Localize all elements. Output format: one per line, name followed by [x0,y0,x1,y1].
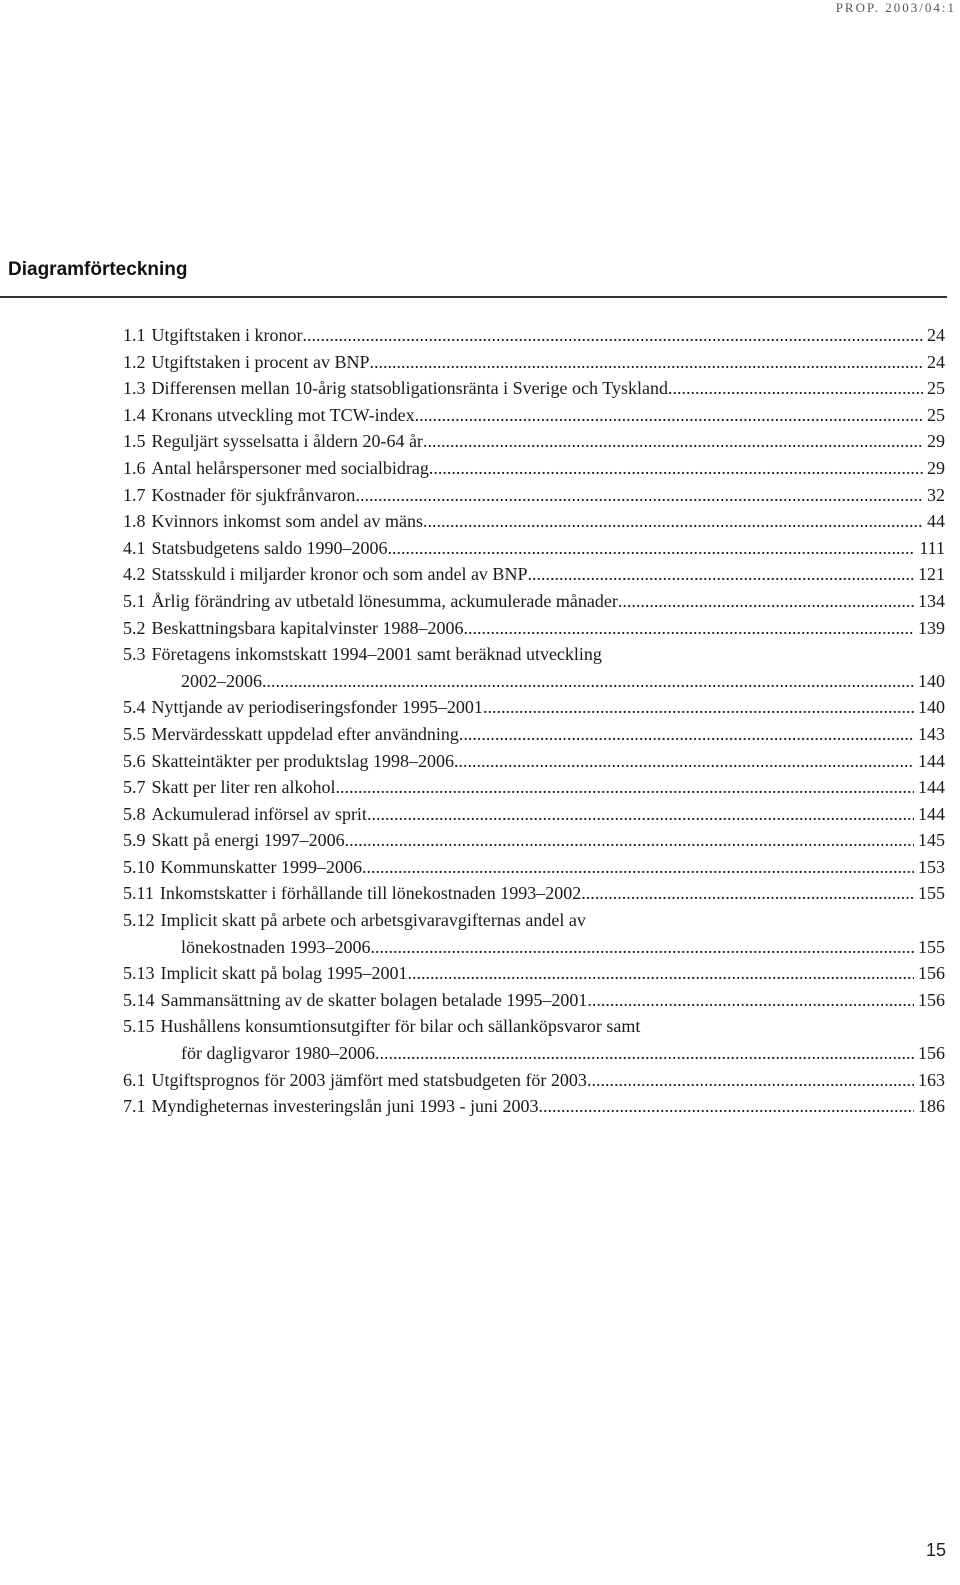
toc-entry[interactable] [123,827,945,854]
toc-entry-page: 140 [918,697,945,718]
toc-entry-page: 144 [918,803,945,824]
toc-entry-page: 144 [918,777,945,798]
toc-entry-continuation-line [123,668,945,695]
toc-entry-title: Implicit skatt på bolag 1995–2001 [160,963,408,984]
page-title: Diagramförteckning [8,259,188,280]
toc-entry-line [123,508,945,535]
toc-entry[interactable] [123,375,945,402]
toc-entry-page: 24 [927,325,945,345]
toc-entry[interactable] [123,748,945,775]
toc-entry-title: Årlig förändring av utbetald lönesumma, ackumulerade månader [151,590,618,611]
toc-entry-title-continuation: 2002–2006 [181,670,262,691]
toc-entry-page: 163 [918,1069,945,1090]
toc-entry-line [123,322,945,349]
toc-entry-line [123,801,945,828]
toc-entry-line [123,588,945,615]
toc-entry[interactable] [123,588,945,615]
toc-entry-line [123,748,945,775]
toc-entry-page: 29 [927,431,945,452]
toc-entry-title: Kostnader för sjukfrånvaron [151,484,356,505]
toc-entry-title: Implicit skatt på arbete och arbetsgivaravgifternas andel av [160,910,586,931]
toc-entry[interactable] [123,907,945,960]
toc-entry-title: Skatt på energi 1997–2006 [151,830,345,851]
toc-entry-number: 5.9 [123,830,146,851]
toc-entry-line [123,854,945,881]
heading-rule [0,255,947,298]
toc-leader-dots [415,402,923,429]
toc-entry-line [123,827,945,854]
toc-entry-first-line [123,641,945,668]
toc-entry[interactable] [123,535,945,562]
toc-entry-page: 32 [927,484,945,505]
toc-entry-page: 153 [918,856,945,877]
toc-entry-page: 139 [918,617,945,638]
toc-entry-page: 111 [919,537,945,558]
toc-entry[interactable] [123,428,945,455]
toc-leader-dots [262,668,914,695]
table-of-figures [123,322,945,1120]
toc-entry-line [123,774,945,801]
toc-leader-dots [407,960,914,987]
toc-entry-title: Utgiftstaken i procent av BNP [151,351,370,372]
toc-entry-title: Antal helårspersoner med socialbidrag [151,457,429,478]
toc-entry[interactable] [123,322,945,349]
toc-entry-title: Ackumulerad införsel av sprit [151,803,367,824]
toc-entry-title: Nyttjande av periodiseringsfonder 1995–2001 [151,697,483,718]
toc-leader-dots [335,774,914,801]
running-header: PROP. 2003/04:1 [835,0,956,15]
toc-entry-title: Inkomstskatter i förhållande till lönekostnaden 1993–2002 [159,883,582,904]
toc-leader-dots [538,1093,914,1120]
toc-entry-number: 5.7 [123,777,146,798]
toc-leader-dots [375,1040,914,1067]
toc-entry-title: Reguljärt sysselsatta i åldern 20-64 år [151,431,423,452]
toc-entry[interactable] [123,774,945,801]
toc-entry-line [123,1067,945,1094]
toc-entry-title: Sammansättning av de skatter bolagen betalade 1995–2001 [160,989,588,1010]
toc-entry-line [123,987,945,1014]
toc-entry-title: Kronans utveckling mot TCW-index [151,404,415,425]
toc-entry-number: 5.11 [123,883,154,904]
toc-entry-line [123,375,945,402]
toc-entry-number: 5.10 [123,856,155,877]
toc-entry-number: 5.14 [123,989,155,1010]
toc-entry-line [123,349,945,376]
toc-leader-dots [369,349,923,376]
toc-leader-dots [345,827,914,854]
toc-leader-dots [581,880,914,907]
toc-entry[interactable] [123,482,945,509]
toc-entry-title: Myndigheternas investeringslån juni 1993 - juni 2003 [151,1096,539,1117]
toc-entry-page: 156 [918,989,945,1010]
toc-entry-line [123,561,945,588]
toc-entry-number: 5.5 [123,723,146,744]
toc-entry-number: 5.8 [123,803,146,824]
toc-leader-dots [362,854,914,881]
toc-entry-number: 1.3 [123,378,146,399]
toc-entry[interactable] [123,854,945,881]
toc-entry-number: 1.5 [123,431,146,452]
toc-entry-page: 25 [927,404,945,425]
toc-entry-number: 6.1 [123,1069,146,1090]
toc-entry-page: 121 [918,564,945,585]
toc-entry-number: 4.1 [123,537,146,558]
toc-entry-page: 156 [918,963,945,984]
toc-entry[interactable] [123,455,945,482]
toc-leader-dots [459,721,914,748]
toc-entry-page: 140 [918,670,945,691]
toc-entry[interactable] [123,880,945,907]
toc-entry-title: Företagens inkomstskatt 1994–2001 samt beräknad utveckling [151,644,602,665]
toc-entry-continuation-line [123,934,945,961]
toc-leader-dots [302,322,923,349]
toc-leader-dots [423,508,923,535]
toc-entry-first-line [123,1013,945,1040]
toc-entry-continuation-line [123,1040,945,1067]
toc-entry[interactable] [123,694,945,721]
toc-entry-line [123,615,945,642]
toc-entry-number: 1.7 [123,484,146,505]
toc-entry[interactable] [123,349,945,376]
toc-entry-page: 155 [918,936,945,957]
toc-entry[interactable] [123,641,945,694]
toc-leader-dots [483,694,914,721]
toc-entry-number: 5.13 [123,963,155,984]
toc-entry-page: 156 [918,1043,945,1064]
toc-leader-dots [367,801,914,828]
toc-entry-number: 1.2 [123,351,146,372]
toc-entry-page: 44 [927,511,945,532]
toc-entry-line [123,880,945,907]
toc-entry-number: 5.2 [123,617,146,638]
toc-entry[interactable] [123,1067,945,1094]
toc-entry-page: 25 [927,378,945,399]
toc-entry-number: 1.1 [123,325,146,345]
toc-entry-line [123,1093,945,1120]
toc-entry-number: 7.1 [123,1096,146,1117]
toc-entry[interactable] [123,615,945,642]
page-number: 15 [925,1540,946,1560]
toc-entry[interactable] [123,1093,945,1120]
toc-entry-page: 186 [918,1096,945,1117]
toc-entry-line [123,960,945,987]
toc-entry[interactable] [123,508,945,535]
toc-entry-title: Statsbudgetens saldo 1990–2006 [151,537,388,558]
toc-entry[interactable] [123,561,945,588]
toc-entry[interactable] [123,721,945,748]
toc-entry-page: 29 [927,457,945,478]
toc-entry-title: Kvinnors inkomst som andel av mäns [151,511,423,532]
toc-entry-title: Utgiftsprognos för 2003 jämfört med statsbudgeten för 2003 [151,1069,587,1090]
toc-entry-number: 5.3 [123,644,146,665]
toc-entry-number: 5.4 [123,697,146,718]
toc-entry-title: Utgiftstaken i kronor [151,325,303,345]
toc-entry-page: 134 [918,590,945,611]
toc-entry-title: Beskattningsbara kapitalvinster 1988–2006 [151,617,464,638]
toc-entry-title: Skatt per liter ren alkohol [151,777,336,798]
toc-leader-dots [355,482,923,509]
toc-entry-number: 5.1 [123,590,146,611]
toc-entry-page: 144 [918,750,945,771]
toc-entry[interactable] [123,801,945,828]
toc-entry-number: 5.6 [123,750,146,771]
toc-leader-dots [429,455,923,482]
toc-entry-line [123,535,945,562]
toc-leader-dots [587,987,914,1014]
toc-entry-first-line [123,907,945,934]
toc-entry[interactable] [123,960,945,987]
toc-entry-title-continuation: för dagligvaror 1980–2006 [181,1043,375,1064]
toc-entry-line [123,482,945,509]
toc-entry-title: Differensen mellan 10-årig statsobligationsränta i Sverige och Tyskland [151,378,668,399]
toc-entry-page: 24 [927,351,945,372]
toc-entry-title: Kommunskatter 1999–2006 [160,856,362,877]
toc-entry-number: 1.4 [123,404,146,425]
toc-entry-number: 5.12 [123,910,155,931]
toc-entry-number: 5.15 [123,1016,155,1037]
toc-leader-dots [618,588,914,615]
toc-entry-line [123,694,945,721]
toc-entry-number: 1.8 [123,511,146,532]
toc-entry-number: 4.2 [123,564,146,585]
toc-entry-line [123,455,945,482]
toc-entry[interactable] [123,1013,945,1066]
toc-leader-dots [527,561,914,588]
toc-entry-title: Skatteintäkter per produktslag 1998–2006 [151,750,454,771]
toc-leader-dots [370,934,914,961]
toc-leader-dots [463,615,914,642]
toc-leader-dots [454,748,914,775]
toc-entry-title: Statsskuld i miljarder kronor och som andel av BNP [151,564,528,585]
toc-entry-title: Hushållens konsumtionsutgifter för bilar och sällanköpsvaror samt [160,1016,641,1037]
toc-leader-dots [668,375,923,402]
toc-entry-page: 143 [918,723,945,744]
toc-leader-dots [388,535,916,562]
toc-entry-line [123,402,945,429]
toc-entry-title: Mervärdesskatt uppdelad efter användning [151,723,459,744]
toc-entry-number: 1.6 [123,457,146,478]
toc-entry-title-continuation: lönekostnaden 1993–2006 [181,936,371,957]
toc-entry-page: 145 [918,830,945,851]
toc-entry-page: 155 [918,883,945,904]
toc-entry[interactable] [123,987,945,1014]
toc-entry-line [123,721,945,748]
toc-entry[interactable] [123,402,945,429]
toc-leader-dots [423,428,923,455]
toc-entry-line [123,428,945,455]
toc-leader-dots [587,1067,914,1094]
